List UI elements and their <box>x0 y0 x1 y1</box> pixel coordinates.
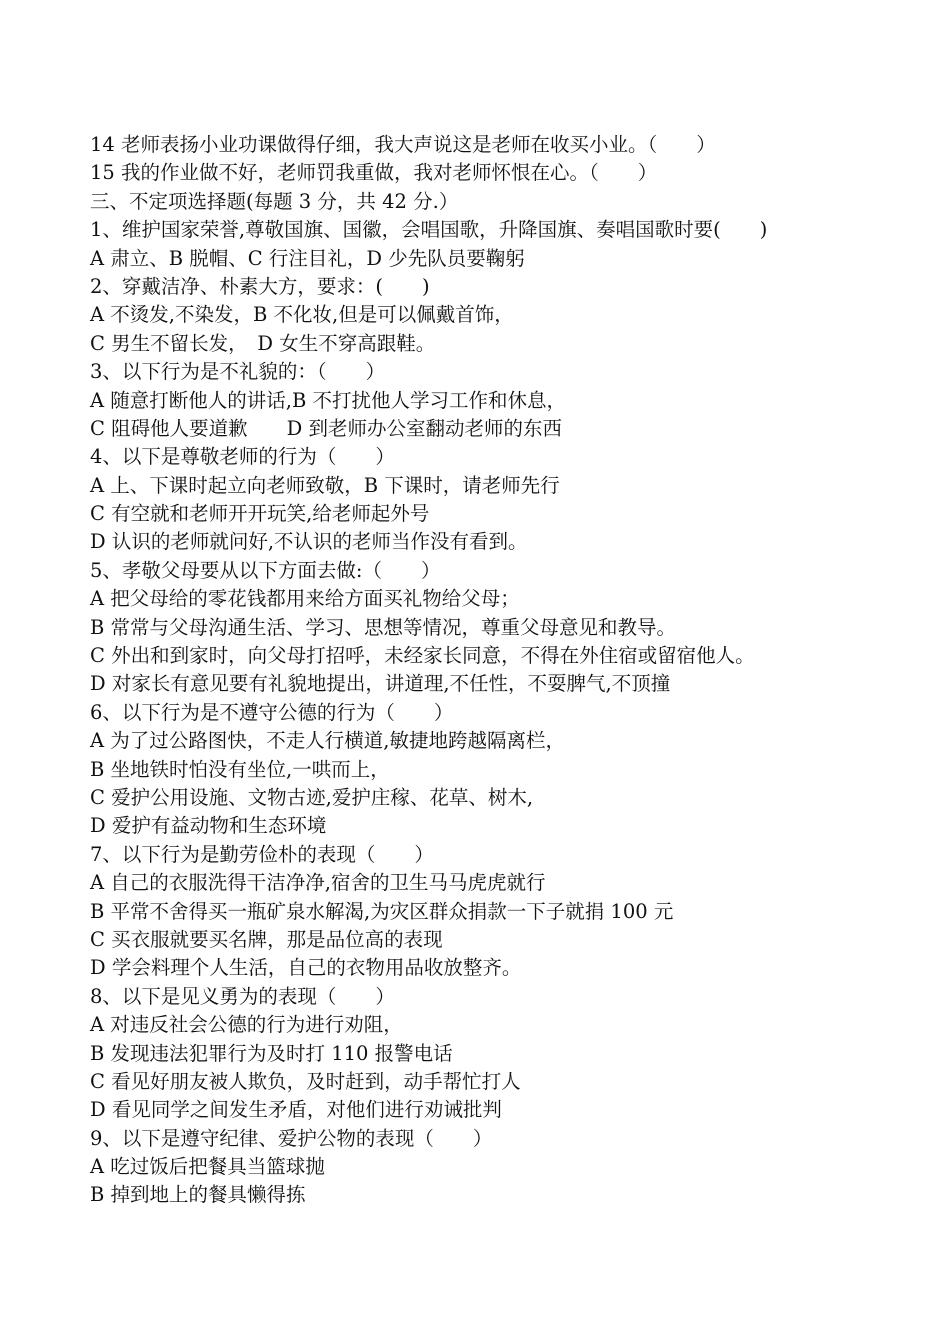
question-3-options-cd: C 阻碍他人要道歉 D 到老师办公室翻动老师的东西 <box>90 416 562 440</box>
question-5-option-a: A 把父母给的零花钱都用来给方面买礼物给父母； <box>90 587 520 611</box>
question-5-option-c: C 外出和到家时，向父母打招呼，未经家长同意，不得在外住宿或留宿他人。 <box>90 644 755 668</box>
question-9: 9、以下是遵守纪律、爱护公物的表现（ ） <box>90 1126 493 1150</box>
question-9-option-b: B 掉到地上的餐具懒得拣 <box>90 1183 306 1207</box>
question-6-option-c: C 爱护公用设施、文物古迹,爱护庄稼、花草、树木, <box>90 785 534 809</box>
question-4: 4、以下是尊敬老师的行为（ ） <box>90 445 395 469</box>
question-8-option-d: D 看见同学之间发生矛盾，对他们进行劝诫批判 <box>90 1098 502 1122</box>
question-7: 7、以下行为是勤劳俭朴的表现（ ） <box>90 842 434 866</box>
question-5-option-b: B 常常与父母沟通生活、学习、思想等情况，尊重父母意见和教导。 <box>90 615 677 639</box>
question-6-option-d: D 爱护有益动物和生态环境 <box>90 814 327 838</box>
section-heading-multiple-choice: 三、不定项选择题(每题 3 分，共 42 分.） <box>90 189 459 213</box>
question-2-options-cd: C 男生不留长发， D 女生不穿高跟鞋。 <box>90 331 436 355</box>
question-5: 5、孝敬父母要从以下方面去做:（ ） <box>90 558 441 582</box>
question-7-option-c: C 买衣服就要买名牌，那是品位高的表现 <box>90 927 443 951</box>
question-7-option-a: A 自己的衣服洗得干洁净净,宿舍的卫生马马虎虎就行 <box>90 871 546 895</box>
question-1-options: A 肃立、B 脱帽、C 行注目礼，D 少先队员要鞠躬 <box>90 246 525 270</box>
question-8-option-b: B 发现违法犯罪行为及时打 110 报警电话 <box>90 1041 453 1065</box>
question-6-option-b: B 坐地铁时怕没有坐位,一哄而上， <box>90 757 390 781</box>
question-8-option-c: C 看见好朋友被人欺负，及时赶到，动手帮忙打人 <box>90 1069 521 1093</box>
question-5-option-d: D 对家长有意见要有礼貌地提出，讲道理,不任性，不耍脾气,不顶撞 <box>90 672 671 696</box>
question-4-option-d: D 认识的老师就问好,不认识的老师当作没有看到。 <box>90 530 528 554</box>
question-2-options-ab: A 不烫发,不染发，B 不化妆,但是可以佩戴首饰， <box>90 303 514 327</box>
question-7-option-b: B 平常不舍得买一瓶矿泉水解渴,为灾区群众捐款一下子就捐 100 元 <box>90 899 674 923</box>
question-9-option-a: A 吃过饭后把餐具当篮球抛 <box>90 1155 325 1179</box>
judgment-item-15: 15 我的作业做不好，老师罚我重做，我对老师怀恨在心。（ ） <box>90 161 658 185</box>
question-1: 1、维护国家荣誉,尊敬国旗、国徽，会唱国歌，升降国旗、奏唱国歌时要( ) <box>90 218 768 242</box>
question-7-option-d: D 学会料理个人生活，自己的衣物用品收放整齐。 <box>90 956 522 980</box>
question-4-option-c: C 有空就和老师开开玩笑,给老师起外号 <box>90 502 430 526</box>
question-2: 2、穿戴洁净、朴素大方，要求：( ) <box>90 274 430 298</box>
question-4-options-ab: A 上、下课时起立向老师致敬，B 下课时，请老师先行 <box>90 473 560 497</box>
question-6-option-a: A 为了过公路图快，不走人行横道,敏捷地跨越隔离栏， <box>90 729 565 753</box>
question-3: 3、以下行为是不礼貌的：（ ） <box>90 360 386 384</box>
question-8-option-a: A 对违反社会公德的行为进行劝阻， <box>90 1013 403 1037</box>
document-page <box>90 131 890 1210</box>
question-8: 8、以下是见义勇为的表现（ ） <box>90 984 395 1008</box>
judgment-item-14: 14 老师表扬小业功课做得仔细，我大声说这是老师在收买小业。（ ） <box>90 133 716 156</box>
question-3-options-ab: A 随意打断他人的讲话,B 不打扰他人学习工作和休息， <box>90 388 567 412</box>
question-6: 6、以下行为是不遵守公德的行为（ ） <box>90 700 454 724</box>
